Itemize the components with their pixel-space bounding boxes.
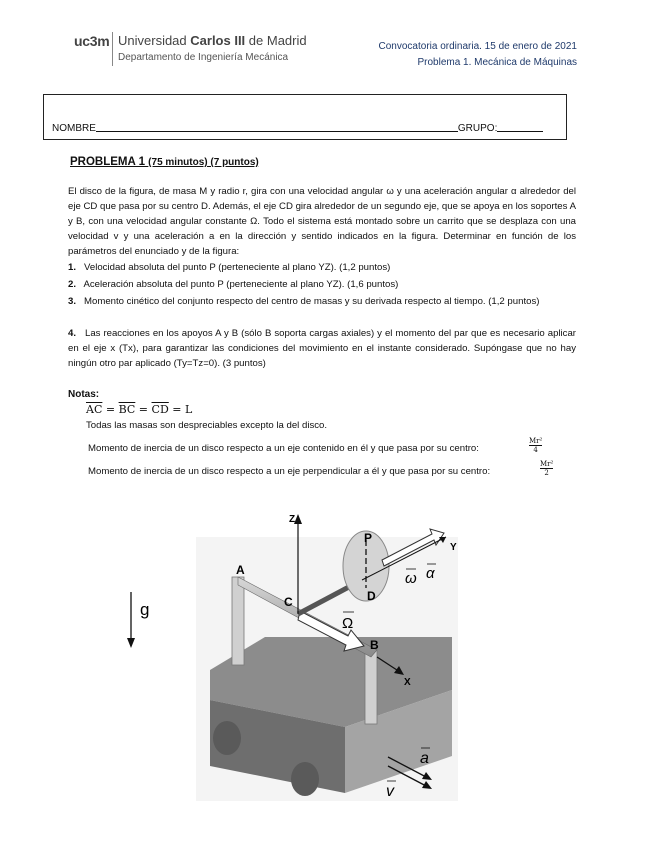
inertia-fraction-1: $\frac{\text{Mr²}}{4}$ <box>529 437 543 454</box>
problema-header-text: Problema 1. Mecánica de Máquinas <box>417 57 577 68</box>
label-d: D <box>367 589 376 603</box>
inertia-fraction-2: $\frac{\text{Mr²}}{2}$ <box>540 460 554 477</box>
question-3: 3. Momento cinético del conjunto respecto del centro de masas y su derivada respecto al tiempo. (1,2 puntos) <box>68 296 540 307</box>
department-name: Departamento de Ingeniería Mecánica <box>118 52 289 63</box>
length-equation: $\overline{AC} = \overline{BC} = \overline{CD} = L$ <box>86 403 193 416</box>
grupo-label: GRUPO: <box>457 123 498 134</box>
inertia-note-2: Momento de inercia de un disco respecto a un eje perpendicular a él y que pasa por su centro: <box>88 466 491 477</box>
nombre-label: NOMBRE <box>52 123 96 134</box>
inertia-note-1: Momento de inercia de un disco respecto a un eje contenido en él y que pasa por su centro: <box>88 443 479 454</box>
problem-title: PROBLEMA 1 (75 minutos) (7 puntos) <box>70 156 259 168</box>
label-acceleration: a <box>420 750 429 767</box>
label-c: C <box>284 595 293 609</box>
wheel-front <box>291 762 319 796</box>
support-a <box>232 577 244 665</box>
logo-mark: uc3m <box>74 33 110 49</box>
university-name: Universidad Carlos III de Madrid <box>118 33 307 48</box>
label-p: P <box>364 531 373 545</box>
label-z: Z <box>289 514 296 525</box>
label-x: X <box>404 677 411 688</box>
label-b: B <box>370 638 379 652</box>
question-2: 2. Aceleración absoluta del punto P (perteneciente al plano YZ). (1,6 puntos) <box>68 279 399 290</box>
z-axis-head <box>294 514 302 524</box>
label-g: g <box>140 600 150 619</box>
label-y: Y <box>450 542 457 553</box>
gravity-arrow-head <box>127 638 135 648</box>
label-a: A <box>236 563 245 577</box>
label-omega: ω <box>405 570 417 587</box>
notes-heading: Notas: <box>68 389 100 400</box>
question-1: 1. Velocidad absoluta del punto P (perteneciente al plano YZ). (1,2 puntos) <box>68 262 391 273</box>
problem-intro: El disco de la figura, de masa M y radio r, gira con una velocidad angular ω y una aceleración angular α alrededor del eje CD que pasa por su centro D. Además, el eje CD gira alrededor de un segundo eje, que se apoya en los soportes A y B, con una velocidad angular constante Ω. Todo el sistema está montado sobre un carrito que se desplaza con una velocidad v y una aceleración a en la dirección y sentido indicados en la figura. Determinar en función de los parámetros del enunciado y de la figura: <box>68 186 576 257</box>
label-capital-omega: Ω <box>342 615 354 632</box>
label-velocity: v <box>386 783 394 800</box>
masses-note: Todas las masas son despreciables excepto la del disco. <box>86 420 328 431</box>
label-alpha: α <box>426 565 435 582</box>
wheel-rear <box>213 721 241 755</box>
question-4: 4. Las reacciones en los apoyos A y B (sólo B soporta cargas axiales) y el momento del par que es necesario aplicar en el eje x (Tx), para garantizar las condiciones del movimiento en el instante considerado. Supóngase que no hay ningún otro par aplicado (Ty=Tz=0). (3 puntos) <box>68 328 576 369</box>
convocatoria-text: Convocatoria ordinaria. 15 de enero de 2021 <box>378 41 577 52</box>
support-b <box>365 650 377 724</box>
